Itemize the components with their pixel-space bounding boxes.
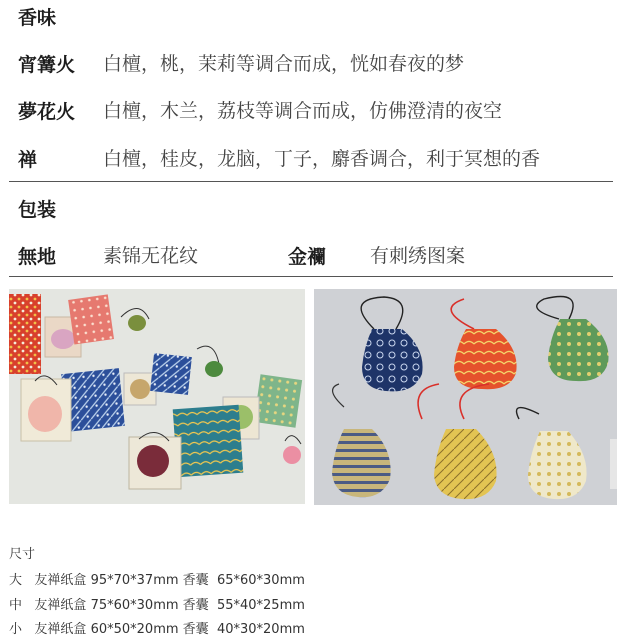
- pouches-illustration: [314, 289, 617, 505]
- box-label: 友禅纸盒: [34, 622, 87, 637]
- scent-name-2: 夢花火: [18, 101, 76, 123]
- scent-name-3: 禅: [18, 149, 38, 171]
- packaging-name-2: 金襴: [288, 246, 327, 268]
- boxes-illustration: [9, 289, 305, 504]
- sizes-heading: 尺寸: [9, 547, 36, 562]
- packaging-desc-1: 素锦无花纹: [103, 245, 199, 267]
- size-row-small: [9, 618, 305, 637]
- scent-desc-3: 白檀，桂皮，龙脑，丁子，麝香调合，利于冥想的香: [103, 148, 541, 170]
- packaging-heading: 包装: [18, 199, 57, 221]
- bag-label: 香囊: [182, 598, 209, 613]
- size-row-medium: [9, 594, 305, 613]
- packaging-name-1: 無地: [18, 246, 57, 268]
- scent-heading: 香味: [18, 7, 57, 29]
- bag-dimensions: 65*60*30mm: [216, 573, 305, 588]
- bag-dimensions: 40*30*20mm: [216, 622, 305, 637]
- size-label: 小: [9, 622, 23, 637]
- box-dimensions: 75*60*30mm: [90, 598, 179, 613]
- scent-desc-1: 白檀，桃，茉莉等调合而成，恍如春夜的梦: [103, 53, 465, 75]
- scent-name-1: 宵篝火: [18, 54, 76, 76]
- packaging-desc-2: 有刺绣图案: [370, 245, 466, 267]
- size-label: 大: [9, 573, 23, 588]
- size-row-large: [9, 569, 305, 588]
- bag-label: 香囊: [182, 622, 209, 637]
- section-divider-2: [9, 276, 613, 277]
- boxes-photo: [9, 289, 305, 504]
- box-label: 友禅纸盒: [34, 573, 87, 588]
- scent-desc-2: 白檀，木兰，荔枝等调合而成，仿佛澄清的夜空: [103, 100, 503, 122]
- box-dimensions: 95*70*37mm: [90, 573, 179, 588]
- bag-label: 香囊: [182, 573, 209, 588]
- box-label: 友禅纸盒: [34, 598, 87, 613]
- section-divider-1: [9, 181, 613, 182]
- size-label: 中: [9, 598, 23, 613]
- box-dimensions: 60*50*20mm: [90, 622, 179, 637]
- bag-dimensions: 55*40*25mm: [216, 598, 305, 613]
- pouches-photo: [314, 289, 617, 505]
